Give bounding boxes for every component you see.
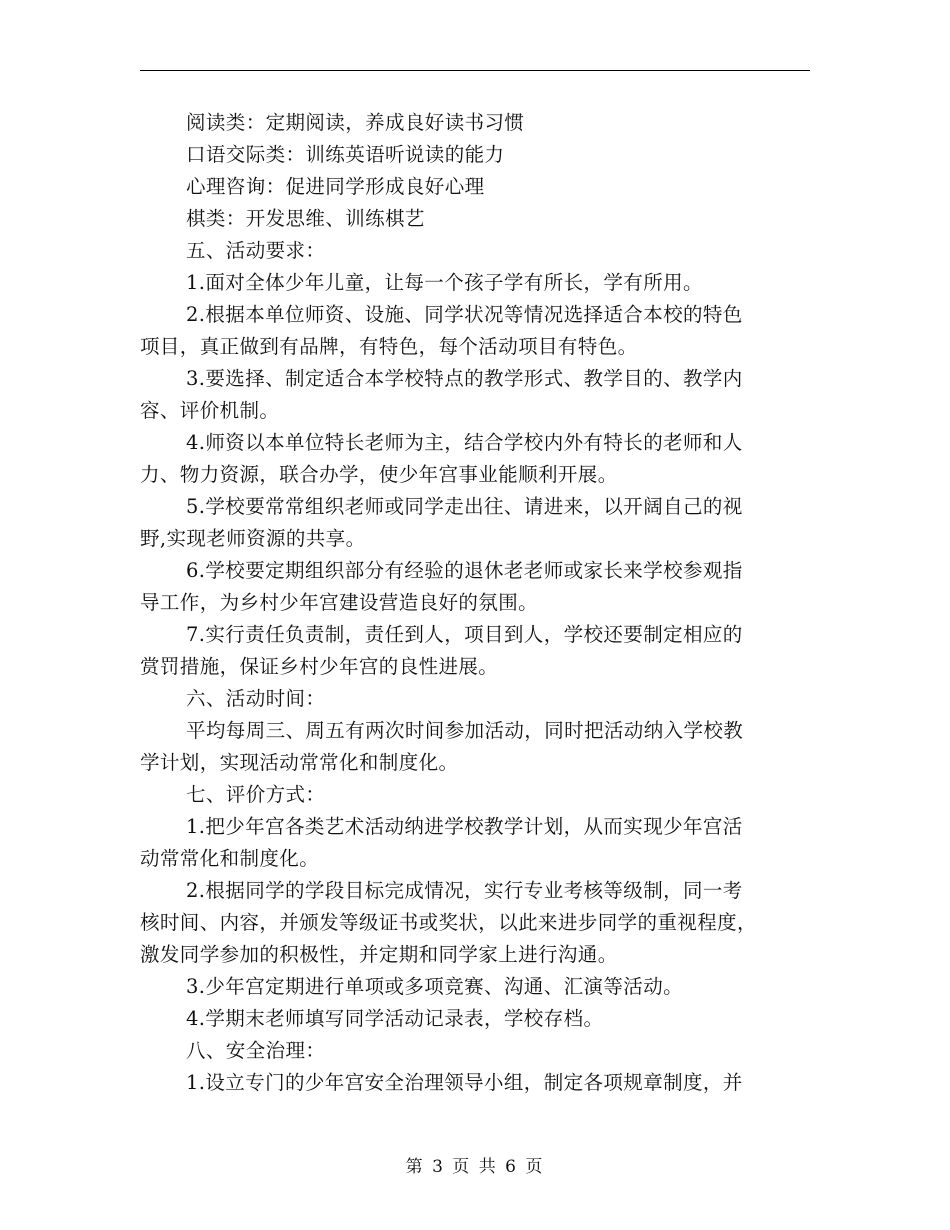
text-line: 六、活动时间： — [186, 687, 326, 710]
text-line: 1.把少年宫各类艺术活动纳进学校教学计划，从而实现少年宫活 — [186, 815, 743, 838]
text-line: 3.少年宫定期进行单项或多项竞赛、沟通、汇演等活动。 — [186, 975, 684, 998]
text-line: 七、评价方式： — [186, 783, 326, 806]
text-line: 野,实现老师资源的共享。 — [140, 527, 366, 550]
text-line: 6.学校要定期组织部分有经验的退休老老师或家长来学校参观指 — [186, 559, 743, 582]
text-line: 学计划，实现活动常常化和制度化。 — [140, 751, 459, 774]
text-line: 八、安全治理： — [186, 1039, 326, 1062]
text-line: 阅读类：定期阅读，养成良好读书习惯 — [186, 111, 525, 134]
text-line: 2.根据本单位师资、设施、同学状况等情况选择适合本校的特色 — [186, 303, 743, 326]
page-number: 第 3 页 共 6 页 — [405, 1157, 545, 1177]
text-line: 7.实行责任负责制，责任到人，项目到人，学校还要制定相应的 — [186, 623, 743, 646]
text-line: 项目，真正做到有品牌，有特色，每个活动项目有特色。 — [140, 335, 638, 358]
text-line: 赏罚措施，保证乡村少年宫的良性进展。 — [140, 655, 499, 678]
text-line: 棋类：开发思维、训练棋艺 — [186, 207, 425, 230]
text-line: 力、物力资源，联合办学，使少年宫事业能顺利开展。 — [140, 463, 618, 486]
text-line: 3.要选择、制定适合本学校特点的教学形式、教学目的、教学内 — [186, 367, 743, 390]
header-rule — [140, 70, 810, 71]
text-line: 2.根据同学的学段目标完成情况，实行专业考核等级制，同一考 — [186, 879, 743, 902]
text-line: 激发同学参加的积极性，并定期和同学家上进行沟通。 — [140, 943, 618, 966]
text-line: 容、评价机制。 — [140, 399, 280, 422]
text-line: 1.面对全体少年儿童，让每一个孩子学有所长，学有所用。 — [186, 271, 703, 294]
text-line: 五、活动要求： — [186, 239, 326, 262]
text-line: 动常常化和制度化。 — [140, 847, 320, 870]
text-line: 4.师资以本单位特长老师为主，结合学校内外有特长的老师和人 — [186, 431, 743, 454]
text-line: 口语交际类：训练英语听说读的能力 — [186, 143, 505, 166]
text-line: 核时间、内容，并颁发等级证书或奖状，以此来进步同学的重视程度， — [140, 911, 757, 934]
text-line: 导工作，为乡村少年宫建设营造良好的氛围。 — [140, 591, 539, 614]
text-line: 5.学校要常常组织老师或同学走出往、请进来，以开阔自己的视 — [186, 495, 743, 518]
text-line: 4.学期末老师填写同学活动记录表，学校存档。 — [186, 1007, 604, 1030]
document-body — [140, 107, 810, 1099]
text-line: 1.设立专门的少年宫安全治理领导小组，制定各项规章制度，并 — [186, 1071, 743, 1094]
text-line: 心理咨询：促进同学形成良好心理 — [186, 175, 485, 198]
text-line: 平均每周三、周五有两次时间参加活动，同时把活动纳入学校教 — [186, 719, 744, 742]
